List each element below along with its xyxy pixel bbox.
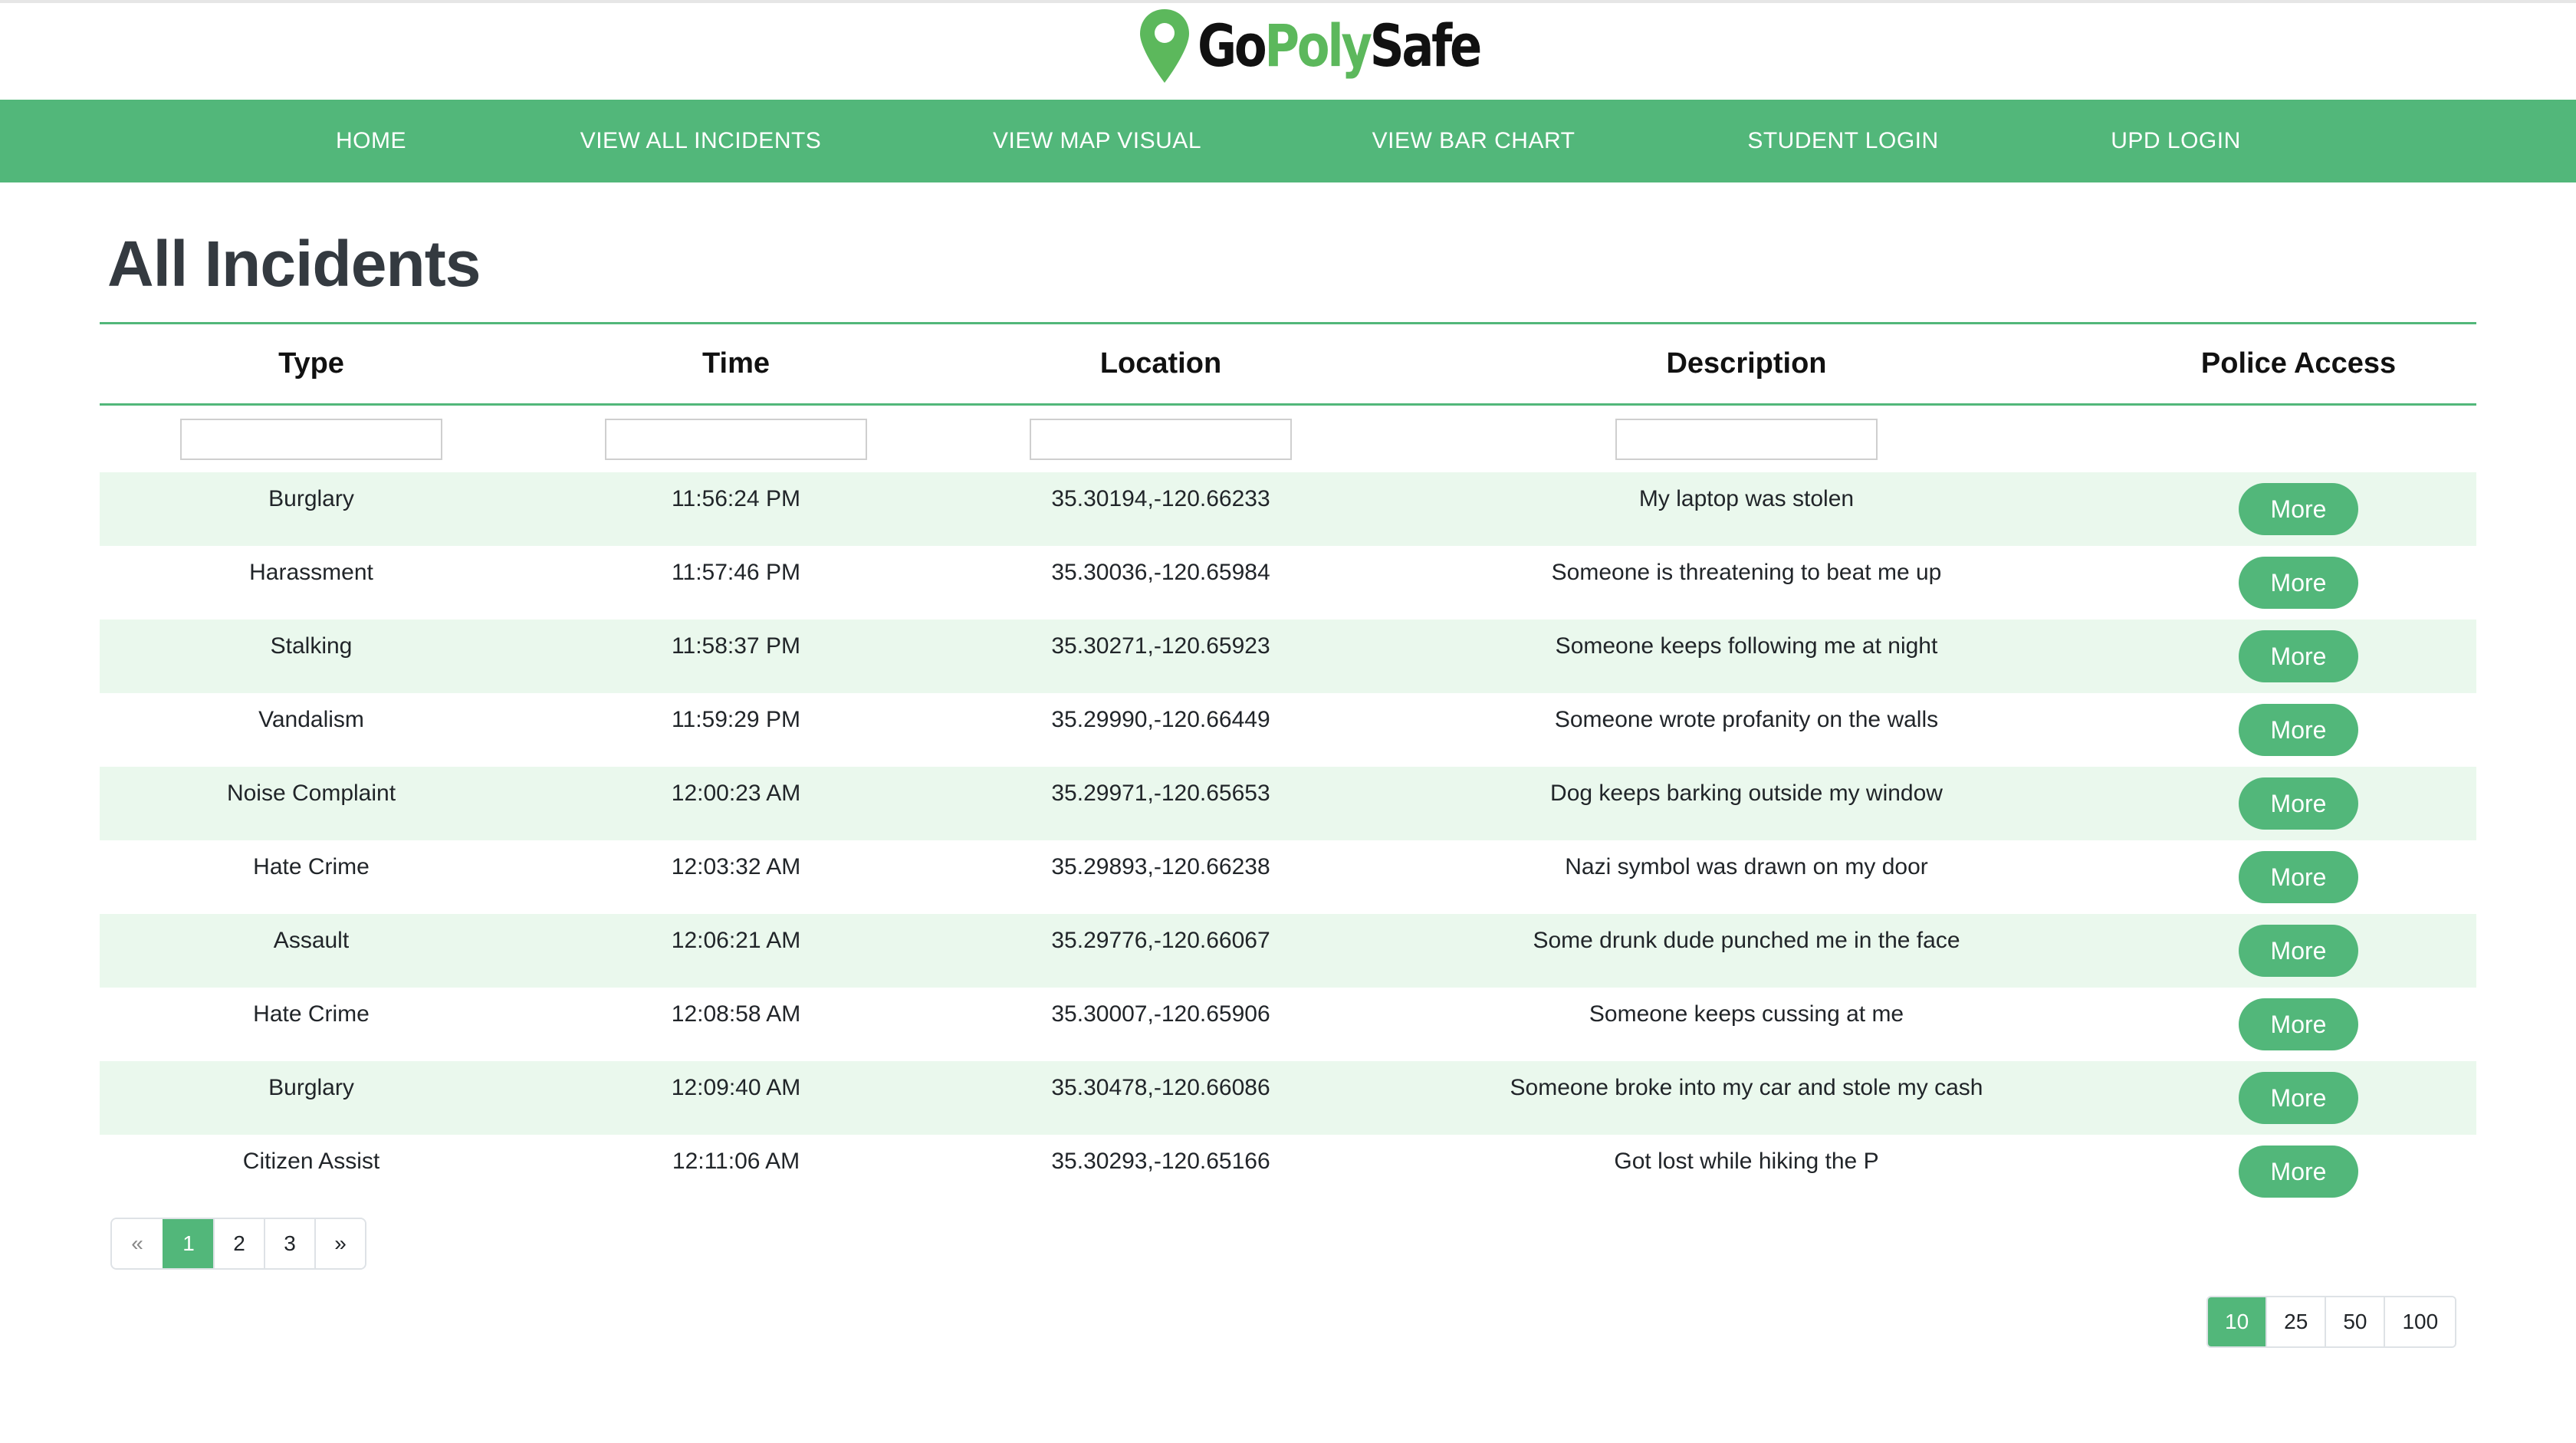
cell-type: Vandalism xyxy=(258,707,364,732)
table-row xyxy=(100,1135,2476,1208)
nav-view-all-incidents[interactable]: VIEW ALL INCIDENTS xyxy=(580,128,822,153)
cell-location: 35.30194,-120.66233 xyxy=(1051,486,1270,511)
cell-time: 12:06:21 AM xyxy=(671,928,801,953)
table-row xyxy=(100,472,2476,546)
cell-time: 11:56:24 PM xyxy=(672,486,800,511)
header-type[interactable]: Type xyxy=(278,347,344,380)
nav-upd-login[interactable]: UPD LOGIN xyxy=(2111,128,2241,153)
table-row xyxy=(100,767,2476,840)
cell-description: Some drunk dude punched me in the face xyxy=(1533,928,1960,953)
cell-time: 11:59:29 PM xyxy=(672,707,800,732)
pagination xyxy=(110,1218,366,1270)
page-size-100[interactable]: 100 xyxy=(2384,1297,2455,1346)
header-description[interactable]: Description xyxy=(1666,347,1827,380)
cell-description: Someone wrote profanity on the walls xyxy=(1554,707,1939,732)
cell-time: 12:08:58 AM xyxy=(671,1001,801,1027)
table-row xyxy=(100,546,2476,620)
cell-location: 35.29990,-120.66449 xyxy=(1051,707,1270,732)
cell-description: Someone broke into my car and stole my cash xyxy=(1510,1075,1983,1100)
map-pin-icon xyxy=(1138,8,1191,84)
header-police-access[interactable]: Police Access xyxy=(2200,347,2397,380)
cell-description: Dog keeps barking outside my window xyxy=(1550,781,1943,806)
cell-time: 11:58:37 PM xyxy=(672,633,800,659)
cell-type: Noise Complaint xyxy=(226,781,396,806)
cell-type: Burglary xyxy=(268,486,354,511)
cell-description: Got lost while hiking the P xyxy=(1614,1149,1879,1174)
more-button[interactable]: More xyxy=(2239,483,2358,535)
pagination-prev[interactable]: « xyxy=(112,1219,163,1268)
gopolysafe-logo[interactable] xyxy=(1138,6,1542,86)
logo-word-safe: Safe xyxy=(1369,12,1480,80)
more-button[interactable]: More xyxy=(2239,630,2358,682)
more-button[interactable]: More xyxy=(2239,1072,2358,1124)
cell-location: 35.30478,-120.66086 xyxy=(1051,1075,1270,1100)
more-button[interactable]: More xyxy=(2239,704,2358,756)
cell-type: Assault xyxy=(273,928,350,953)
more-button[interactable]: More xyxy=(2239,557,2358,609)
table-row xyxy=(100,988,2476,1061)
filter-description-input[interactable] xyxy=(1615,419,1878,460)
cell-location: 35.30293,-120.65166 xyxy=(1051,1149,1270,1174)
pagination-page-1[interactable]: 1 xyxy=(163,1219,213,1268)
page-size-50[interactable]: 50 xyxy=(2325,1297,2384,1346)
nav-student-login[interactable]: STUDENT LOGIN xyxy=(1747,128,1939,153)
page-size-10[interactable]: 10 xyxy=(2208,1297,2266,1346)
top-border xyxy=(0,0,2576,3)
cell-type: Hate Crime xyxy=(253,854,370,879)
cell-description: Nazi symbol was drawn on my door xyxy=(1565,854,1928,879)
cell-location: 35.30271,-120.65923 xyxy=(1051,633,1270,659)
cell-type: Citizen Assist xyxy=(242,1149,380,1174)
cell-time: 12:11:06 AM xyxy=(672,1149,800,1174)
page-title: All Incidents xyxy=(107,228,481,300)
logo-wordmark xyxy=(1198,12,1480,80)
cell-location: 35.29776,-120.66067 xyxy=(1051,928,1270,953)
filter-type-input[interactable] xyxy=(180,419,442,460)
table-row xyxy=(100,693,2476,767)
cell-location: 35.30036,-120.65984 xyxy=(1051,560,1270,585)
cell-type: Harassment xyxy=(249,560,373,585)
logo-word-go: Go xyxy=(1198,12,1265,80)
cell-time: 12:09:40 AM xyxy=(671,1075,801,1100)
table-top-border xyxy=(100,322,2476,324)
cell-type: Burglary xyxy=(268,1075,354,1100)
pagination-page-2[interactable]: 2 xyxy=(213,1219,264,1268)
cell-description: My laptop was stolen xyxy=(1638,486,1855,511)
cell-location: 35.29893,-120.66238 xyxy=(1051,854,1270,879)
more-button[interactable]: More xyxy=(2239,1146,2358,1198)
more-button[interactable]: More xyxy=(2239,851,2358,903)
filter-time-input[interactable] xyxy=(605,419,867,460)
header-bottom-border xyxy=(100,403,2476,406)
cell-location: 35.30007,-120.65906 xyxy=(1051,1001,1270,1027)
table-row xyxy=(100,620,2476,693)
cell-description: Someone keeps following me at night xyxy=(1555,633,1938,659)
more-button[interactable]: More xyxy=(2239,777,2358,830)
more-button[interactable]: More xyxy=(2239,998,2358,1050)
nav-view-bar-chart[interactable]: VIEW BAR CHART xyxy=(1372,128,1576,153)
cell-time: 12:03:32 AM xyxy=(671,854,801,879)
pagination-page-3[interactable]: 3 xyxy=(264,1219,314,1268)
cell-location: 35.29971,-120.65653 xyxy=(1051,781,1270,806)
nav-view-map-visual[interactable]: VIEW MAP VISUAL xyxy=(992,128,1202,153)
cell-type: Stalking xyxy=(270,633,353,659)
logo-word-poly: Poly xyxy=(1264,12,1370,80)
cell-description: Someone is threatening to beat me up xyxy=(1551,560,1942,585)
page-size-selector xyxy=(2206,1296,2456,1348)
page-size-25[interactable]: 25 xyxy=(2266,1297,2325,1346)
main-navbar xyxy=(0,100,2576,182)
nav-home[interactable]: HOME xyxy=(336,128,406,153)
table-row xyxy=(100,840,2476,914)
table-row xyxy=(100,914,2476,988)
pagination-next[interactable]: » xyxy=(314,1219,365,1268)
cell-description: Someone keeps cussing at me xyxy=(1589,1001,1904,1027)
header-location[interactable]: Location xyxy=(1099,347,1222,380)
cell-type: Hate Crime xyxy=(253,1001,370,1027)
cell-time: 11:57:46 PM xyxy=(672,560,800,585)
cell-time: 12:00:23 AM xyxy=(671,781,801,806)
filter-location-input[interactable] xyxy=(1030,419,1292,460)
table-row xyxy=(100,1061,2476,1135)
more-button[interactable]: More xyxy=(2239,925,2358,977)
header-time[interactable]: Time xyxy=(702,347,770,380)
